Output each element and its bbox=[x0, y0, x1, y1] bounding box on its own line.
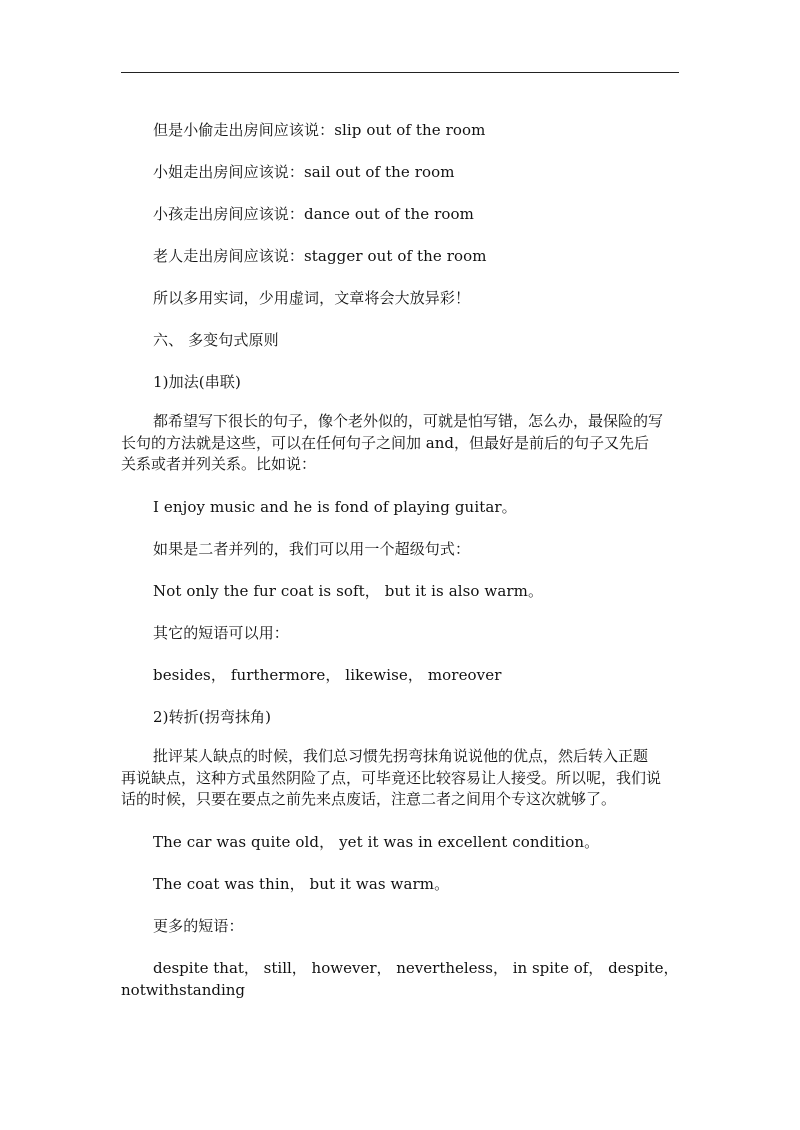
header-rule bbox=[121, 72, 679, 73]
paragraph-line: 长句的方法就是这些，可以在任何句子之间加 and，但最好是前后的句子又先后 bbox=[121, 433, 649, 452]
text-line-stagger: 老人走出房间应该说：stagger out of the room bbox=[153, 247, 487, 265]
text-line-parallel-intro: 如果是二者并列的，我们可以用一个超级句式： bbox=[153, 540, 471, 558]
text-line-other-phrases: 其它的短语可以用： bbox=[153, 624, 289, 642]
example-music: I enjoy music and he is fond of playing guitar。 bbox=[153, 498, 517, 516]
text-line-more-phrases: 更多的短语： bbox=[153, 917, 244, 935]
paragraph-line: 都希望写下很长的句子，像个老外似的，可就是怕写错，怎么办，最保险的写 bbox=[153, 412, 664, 430]
contrast-phrases-list bbox=[121, 958, 681, 1001]
subheading-turn: 2)转折(拐弯抹角) bbox=[153, 708, 272, 726]
paragraph-line: 话的时候，只要在要点之前先来点废话，注意二者之间用个专这次就够了。 bbox=[121, 790, 617, 808]
paragraph-addition bbox=[121, 411, 681, 476]
paragraph-line: 关系或者并列关系。比如说： bbox=[121, 455, 317, 473]
text-line-conclusion: 所以多用实词，少用虚词，文章将会大放异彩！ bbox=[153, 289, 471, 307]
paragraph-line: 批评某人缺点的时候，我们总习惯先拐弯抹角说说他的优点，然后转入正题 bbox=[153, 747, 649, 765]
paragraph-turn bbox=[121, 746, 681, 811]
paragraph-line: 再说缺点，这种方式虽然阴险了点，可毕竟还比较容易让人接受。所以呢，我们说 bbox=[121, 768, 662, 787]
example-car: The car was quite old， yet it was in excellent condition。 bbox=[153, 833, 600, 851]
example-coat-thin: The coat was thin， but it was warm。 bbox=[153, 875, 450, 893]
paragraph-line: notwithstanding bbox=[121, 980, 246, 999]
phrases-list: besides， furthermore， likewise， moreover bbox=[153, 666, 502, 684]
example-coat-soft: Not only the fur coat is soft， but it is also warm。 bbox=[153, 582, 544, 600]
section-heading-six: 六、 多变句式原则 bbox=[153, 331, 279, 349]
text-line-dance: 小孩走出房间应该说：dance out of the room bbox=[153, 205, 474, 223]
paragraph-line: despite that， still， however， nevertheless， in spite of， despite， bbox=[153, 959, 679, 977]
subheading-addition: 1)加法(串联) bbox=[153, 373, 241, 391]
text-line-sail: 小姐走出房间应该说：sail out of the room bbox=[153, 163, 455, 181]
text-line-slip: 但是小偷走出房间应该说：slip out of the room bbox=[153, 121, 486, 139]
